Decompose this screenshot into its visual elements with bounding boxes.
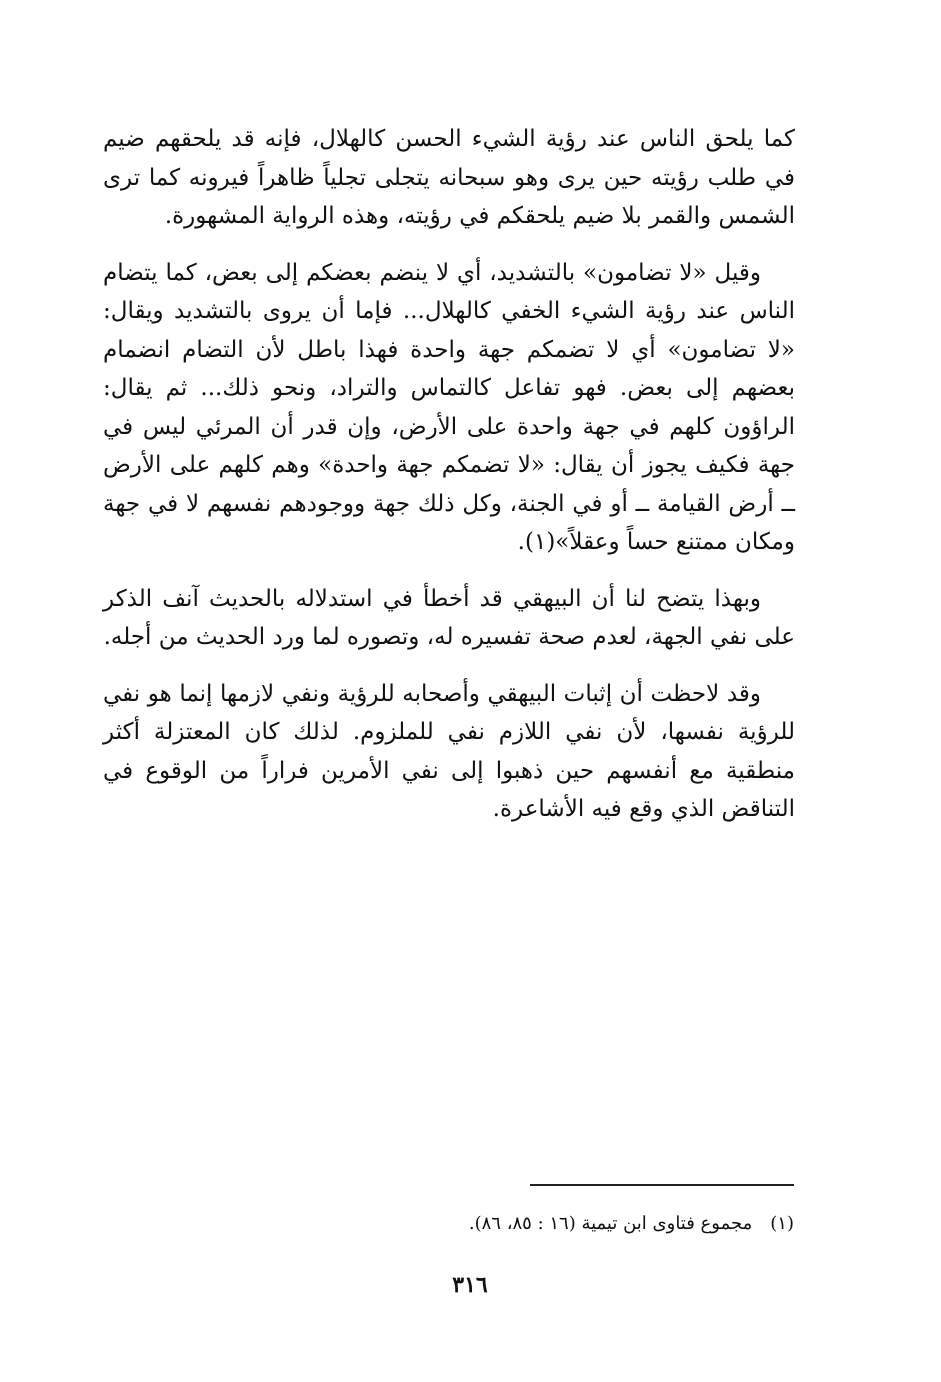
footnote-marker: (١): [770, 1213, 794, 1234]
paragraph-4-text: وقد لاحظت أن إثبات البيهقي وأصحابه للرؤية ونفي لازمها إنما هو نفي للرؤية نفسها، لأن نفي اللازم نفي للملزوم. لذلك كان المعتزلة أكثر منطقية مع أنفسهم حين ذهبوا إلى نفي الأمرين فراراً من الوقوع في التناقض الذي وقع فيه الأشاعرة.: [103, 680, 795, 822]
page-number: ٣١٦: [452, 1272, 488, 1298]
paragraph-3-text: وبهذا يتضح لنا أن البيهقي قد أخطأ في استدلاله بالحديث آنف الذكر على نفي الجهة، لعدم صحة تفسيره له، وتصوره لما ورد الحديث من أجله.: [103, 585, 795, 650]
paragraph-4: [103, 675, 795, 829]
footnote: [300, 1210, 794, 1238]
footnote-text: مجموع فتاوى ابن تيمية (١٦ : ٨٥، ٨٦).: [468, 1213, 753, 1234]
paragraph-2-text: وقيل «لا تضامون» بالتشديد، أي لا ينضم بعضكم إلى بعض، كما يتضام الناس عند رؤية الشيء الخفي كالهلال... فإما أن يروى بالتشديد ويقال: «لا تضامون» أي لا تضمكم جهة واحدة فهذا باطل لأن التضام انضمام بعضهم إلى بعض. فهو تفاعل كالتماس والتراد، ونحو ذلك... ثم يقال: الراؤون كلهم في جهة واحدة على الأرض، وإن قدر أن المرئي ليس في جهة فكيف يجوز أن يقال: «لا تضمكم جهة واحدة» وهم كلهم على الأرض ــ أرض القيامة ــ أو في الجنة، وكل ذلك جهة ووجودهم نفسهم لا في جهة ومكان ممتنع حساً وعقلاً»(١).: [103, 259, 795, 555]
main-text-body: [103, 120, 795, 847]
paragraph-1: [103, 120, 795, 236]
footnote-separator: [530, 1184, 794, 1186]
paragraph-1-text: كما يلحق الناس عند رؤية الشيء الحسن كالهلال، فإنه قد يلحقهم ضيم في طلب رؤيته حين يرى وهو سبحانه يتجلى تجلياً ظاهراً فيرونه كما ترى الشمس والقمر بلا ضيم يلحقكم في رؤيته، وهذه الرواية المشهورة.: [103, 126, 795, 229]
paragraph-3: [103, 580, 795, 657]
paragraph-2: [103, 254, 795, 562]
